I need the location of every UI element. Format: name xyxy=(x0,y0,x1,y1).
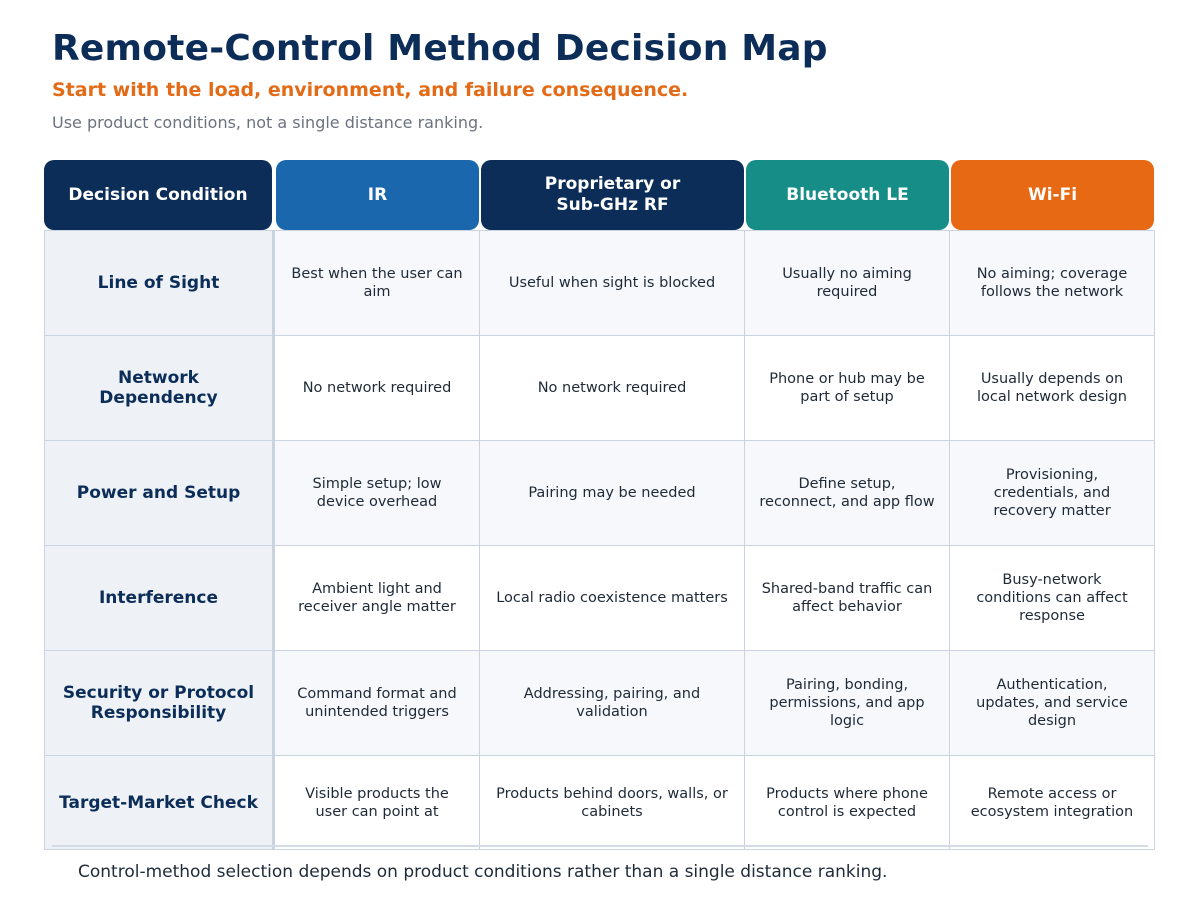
cell-ir xyxy=(274,755,480,850)
cell-text: No network required xyxy=(537,380,687,396)
cell-ble xyxy=(744,230,950,336)
row-head-network-dependency xyxy=(44,335,275,441)
row-head-line-of-sight xyxy=(44,230,275,336)
caption-divider xyxy=(52,845,1148,847)
header-ir xyxy=(276,160,479,230)
cell-ir xyxy=(274,650,480,756)
cell-ble xyxy=(744,650,950,756)
cell-text: Products behind doors, walls, or cabinets xyxy=(496,785,728,820)
cell-text: Define setup, reconnect, and app flow xyxy=(759,476,935,510)
cell-text: Addressing, pairing, and validation xyxy=(523,686,701,720)
cell-wifi xyxy=(949,440,1155,546)
cell-text: Products where phone control is expected xyxy=(766,785,928,820)
cell-text: Pairing may be needed xyxy=(528,485,696,501)
header-bluetooth-le xyxy=(746,160,949,230)
cell-rf xyxy=(479,230,745,336)
decision-matrix xyxy=(44,160,1154,860)
cell-rf xyxy=(479,335,745,441)
cell-text: Usually depends on local network design xyxy=(977,371,1127,405)
cell-ble xyxy=(744,335,950,441)
row-head-label: Power and Setup xyxy=(76,483,241,503)
cell-text: Shared-band traffic can affect behavior xyxy=(761,581,933,615)
header-label: Decision Condition xyxy=(68,184,248,205)
cell-text: No aiming; coverage follows the network xyxy=(976,266,1128,300)
page-note: Use product conditions, not a single distance ranking. xyxy=(52,113,484,132)
row-head-label: Target-Market Check xyxy=(59,792,258,813)
cell-ble xyxy=(744,545,950,651)
cell-ir xyxy=(274,335,480,441)
cell-ble xyxy=(744,755,950,850)
cell-text: Visible products the user can point at xyxy=(305,785,449,820)
page-subtitle: Start with the load, environment, and failure consequence. xyxy=(52,79,689,101)
cell-text: Remote access or ecosystem integration xyxy=(970,785,1134,820)
cell-ble xyxy=(744,440,950,546)
cell-text: Authentication, updates, and service design xyxy=(976,677,1128,729)
cell-text: Busy-network conditions can affect response xyxy=(976,572,1128,624)
cell-wifi xyxy=(949,755,1155,850)
cell-text: Phone or hub may be part of setup xyxy=(769,371,925,405)
cell-rf xyxy=(479,440,745,546)
header-label: Bluetooth LE xyxy=(786,184,909,205)
cell-text: Command format and unintended triggers xyxy=(297,686,457,720)
header-label: IR xyxy=(367,184,388,205)
cell-ir xyxy=(274,440,480,546)
header-label: Wi-Fi xyxy=(1027,184,1078,205)
cell-ir xyxy=(274,230,480,336)
caption: Control-method selection depends on product conditions rather than a single distance ranking. xyxy=(78,862,888,882)
cell-text: Ambient light and receiver angle matter xyxy=(298,581,456,615)
header-sub-ghz-rf xyxy=(481,160,744,230)
cell-rf xyxy=(479,755,745,850)
cell-text: No network required xyxy=(302,380,452,396)
cell-text: Provisioning, credentials, and recovery matter xyxy=(993,467,1111,519)
row-head-label: Interference xyxy=(98,588,219,608)
header-label: Proprietary or Sub-GHz RF xyxy=(544,174,681,215)
cell-rf xyxy=(479,650,745,756)
cell-wifi xyxy=(949,230,1155,336)
header-wifi xyxy=(951,160,1154,230)
row-head-security xyxy=(44,650,275,756)
cell-text: Simple setup; low device overhead xyxy=(312,476,442,510)
cell-text: Local radio coexistence matters xyxy=(496,590,728,606)
cell-text: Best when the user can aim xyxy=(291,266,463,300)
row-head-power-and-setup xyxy=(44,440,275,546)
cell-ir xyxy=(274,545,480,651)
row-head-interference xyxy=(44,545,275,651)
cell-wifi xyxy=(949,335,1155,441)
cell-rf xyxy=(479,545,745,651)
cell-wifi xyxy=(949,650,1155,756)
row-head-label: Network Dependency xyxy=(99,368,218,408)
row-head-label: Line of Sight xyxy=(97,273,220,293)
cell-wifi xyxy=(949,545,1155,651)
header-decision-condition xyxy=(44,160,272,230)
row-head-label: Security or Protocol Responsibility xyxy=(62,683,255,723)
page-title: Remote-Control Method Decision Map xyxy=(52,28,828,69)
cell-text: Usually no aiming required xyxy=(782,266,912,300)
cell-text: Useful when sight is blocked xyxy=(508,275,716,291)
cell-text: Pairing, bonding, permissions, and app logic xyxy=(769,677,925,729)
row-head-target-market xyxy=(44,755,275,850)
